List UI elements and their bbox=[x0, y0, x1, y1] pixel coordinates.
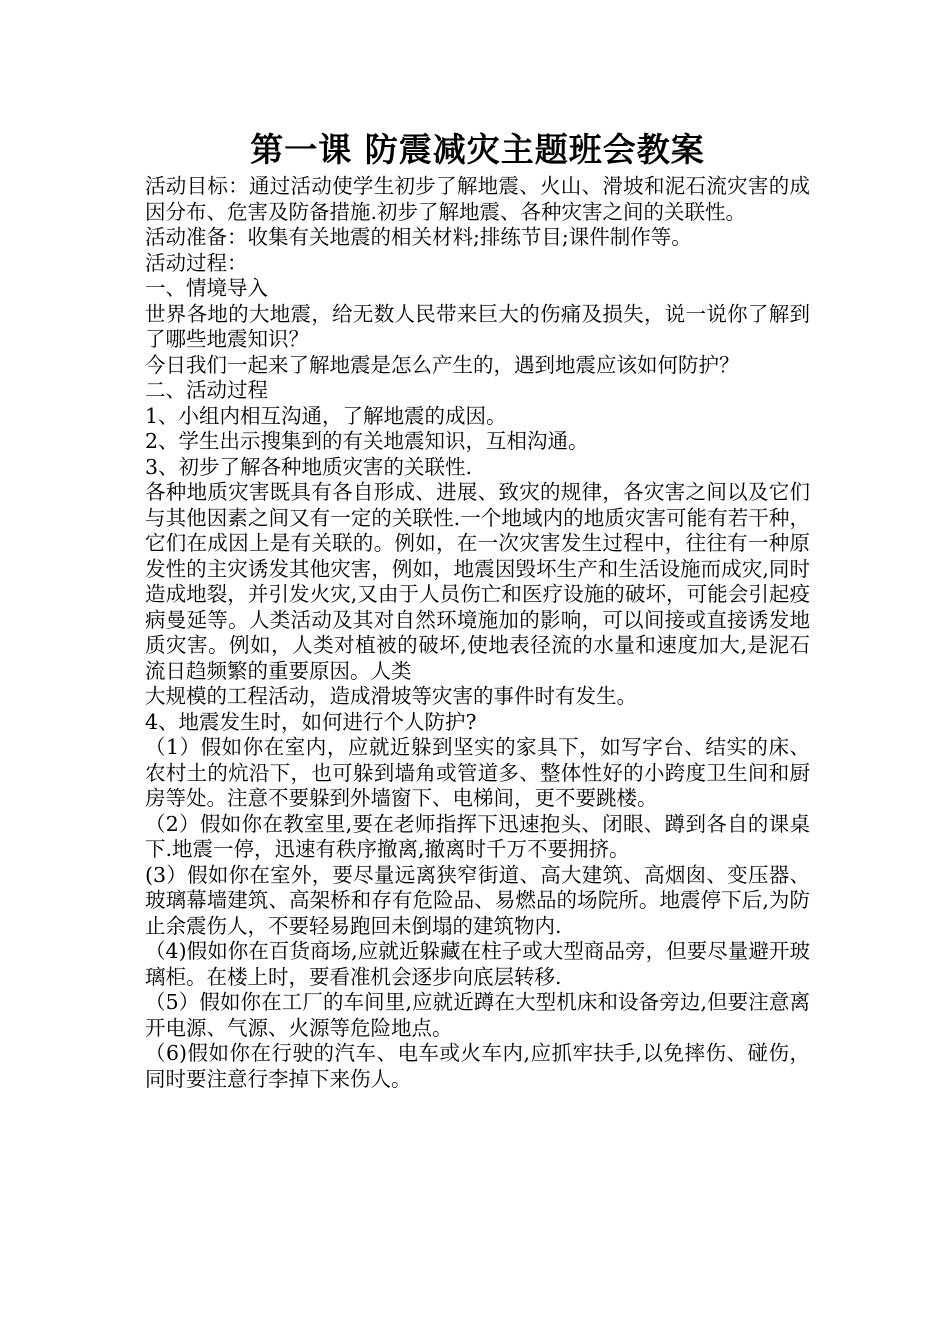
list-item-factory: （5）假如你在工厂的车间里,应就近蹲在大型机床和设备旁边,但要注意离开电源、气源、火源等危险地点。 bbox=[145, 990, 810, 1040]
paragraph-intro-question-2: 今日我们一起来了解地震是怎么产生的，遇到地震应该如何防护？ bbox=[145, 352, 740, 377]
list-item-mall: （4)假如你在百货商场,应就近躲藏在柱子或大型商品旁，但要尽量避开玻璃柜。在楼上时，要看准机会逐步向底层转移. bbox=[145, 939, 810, 989]
list-item-vehicle: （6)假如你在行驶的汽车、电车或火车内,应抓牢扶手,以免摔伤、碰伤，同时要注意行李掉下来伤人。 bbox=[145, 1041, 810, 1091]
list-item-classroom: （2）假如你在教室里,要在老师指挥下迅速抱头、闭眼、蹲到各自的课桌下.地震一停，迅速有秩序撤离,撤离时千万不要拥挤。 bbox=[145, 811, 810, 861]
section-heading-process: 二、活动过程 bbox=[145, 378, 268, 402]
list-item-step-3: 3、初步了解各种地质灾害的关联性. bbox=[145, 454, 473, 479]
document-title: 第一课 防震减灾主题班会教案 bbox=[250, 130, 705, 169]
section-heading-intro: 一、情境导入 bbox=[145, 276, 268, 300]
paragraph-intro-question-1: 世界各地的大地震，给无数人民带来巨大的伤痛及损失，说一说你了解到了哪些地震知识？ bbox=[145, 301, 810, 351]
document-body bbox=[145, 174, 810, 1092]
paragraph-engineering-activities: 大规模的工程活动，造成滑坡等灾害的事件时有发生。 bbox=[145, 684, 637, 708]
list-item-step-1: 1、小组内相互沟通，了解地震的成因。 bbox=[145, 403, 507, 428]
paragraph-process-label: 活动过程： bbox=[145, 250, 248, 275]
document-page bbox=[145, 128, 810, 1092]
list-item-step-4: 4、地震发生时，如何进行个人防护? bbox=[145, 709, 477, 734]
paragraph-objective: 活动目标：通过活动使学生初步了解地震、火山、滑坡和泥石流灾害的成因分布、危害及防备措施.初步了解地震、各种灾害之间的关联性。 bbox=[145, 174, 810, 224]
paragraph-preparation: 活动准备：收集有关地震的相关材料;排练节目;课件制作等。 bbox=[145, 225, 692, 249]
list-item-step-2: 2、学生出示搜集到的有关地震知识，互相沟通。 bbox=[145, 429, 589, 453]
paragraph-disaster-relations: 各种地质灾害既具有各自形成、进展、致灾的规律，各灾害之间以及它们与其他因素之间又有一定的关联性.一个地域内的地质灾害可能有若干种，它们在成因上是有关联的。例如，在一次灾害发生过程中，往往有一种原发性的主灾诱发其他灾害，例如，地震因毁坏生产和生活设施而成灾,同时造成地裂，并引发火灾,又由于人员伤亡和医疗设施的破坏，可能会引起疫病曼延等。人类活动及其对自然环境施加的影响，可以间接或直接诱发地质灾害。例如，人类对植被的破坏,使地表径流的水量和速度加大,是泥石流日趋频繁的重要原因。人类 bbox=[145, 480, 810, 683]
list-item-indoor: （1）假如你在室内，应就近躲到坚实的家具下，如写字台、结实的床、农村土的炕沿下，也可躲到墙角或管道多、整体性好的小跨度卫生间和厨房等处。注意不要躲到外墙窗下、电梯间，更不要跳楼。 bbox=[145, 735, 810, 810]
list-item-outdoor: (3）假如你在室外，要尽量远离狭窄街道、高大建筑、高烟囱、变压器、玻璃幕墙建筑、高架桥和存有危险品、易燃品的场院所。地震停下后,为防止余震伤人，不要轻易跑回未倒塌的建筑物内. bbox=[145, 862, 810, 938]
